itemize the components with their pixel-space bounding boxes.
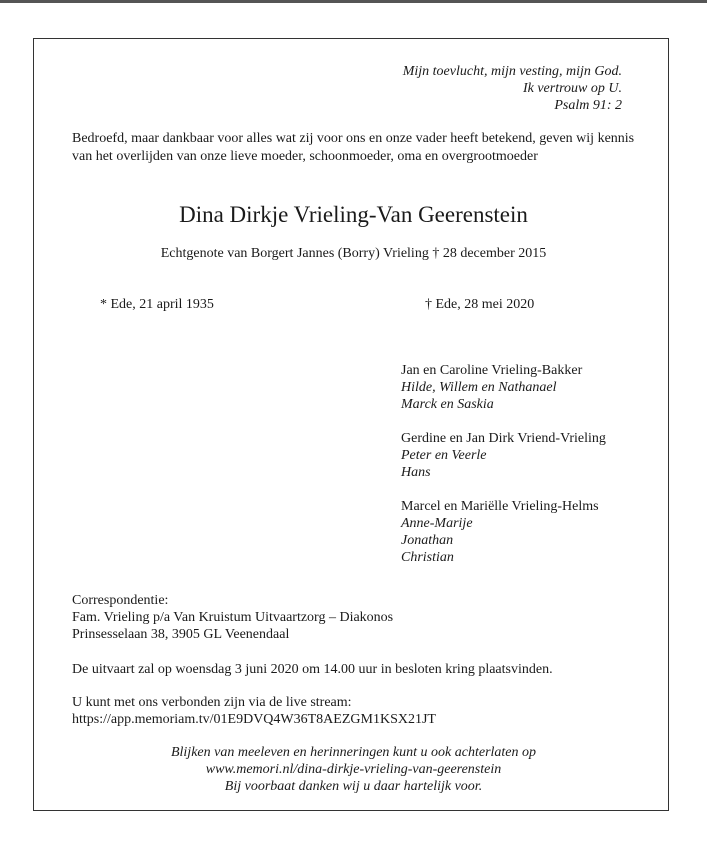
family-group <box>401 362 606 413</box>
correspondence-block <box>72 592 393 643</box>
bible-verse <box>403 63 622 114</box>
family-children: Jonathan <box>401 533 454 548</box>
correspondence-label: Correspondentie: <box>72 593 169 608</box>
live-stream-text: U kunt met ons verbonden zijn via de live stream: <box>72 695 352 710</box>
family-children: Marck en Saskia <box>401 397 494 412</box>
family-children: Hilde, Willem en Nathanael <box>401 380 557 395</box>
family-parents: Jan en Caroline Vrieling-Bakker <box>401 363 583 378</box>
family-group <box>401 430 606 481</box>
family-parents: Marcel en Mariëlle Vrieling-Helms <box>401 499 599 514</box>
verse-line-1: Mijn toevlucht, mijn vesting, mijn God. <box>402 64 622 79</box>
footer-line-1: Blijken van meeleven en herinneringen kunt u ook achterlaten op <box>170 745 537 760</box>
scan-edge-line <box>0 0 707 3</box>
footer-url: www.memori.nl/dina-dirkje-vrieling-van-geerenstein <box>205 762 502 777</box>
spouse-line: Echtgenote van Borgert Jannes (Borry) Vrieling † 28 december 2015 <box>160 246 547 261</box>
family-children: Anne-Marije <box>401 516 473 531</box>
family-children: Hans <box>401 465 431 480</box>
correspondence-address: Prinsesselaan 38, 3905 GL Veenendaal <box>72 627 290 642</box>
family-children: Peter en Veerle <box>401 448 487 463</box>
birth-info: * Ede, 21 april 1935 <box>100 297 214 312</box>
verse-reference: Psalm 91: 2 <box>554 98 622 113</box>
death-info: † Ede, 28 mei 2020 <box>425 297 535 312</box>
deceased-name: Dina Dirkje Vrieling-Van Geerenstein <box>179 202 528 227</box>
family-list <box>401 362 606 583</box>
funeral-info: De uitvaart zal op woensdag 3 juni 2020 om 14.00 uur in besloten kring plaatsvinden. <box>72 662 553 677</box>
family-children: Christian <box>401 550 454 565</box>
verse-line-2: Ik vertrouw op U. <box>522 81 622 96</box>
live-stream-block <box>72 694 436 728</box>
family-parents: Gerdine en Jan Dirk Vriend-Vrieling <box>401 431 606 446</box>
footer-block <box>0 744 707 795</box>
family-group <box>401 498 606 566</box>
footer-thanks: Bij voorbaat danken wij u daar hartelijk voor. <box>224 779 483 794</box>
correspondence-name: Fam. Vrieling p/a Van Kruistum Uitvaartzorg – Diakonos <box>72 610 394 625</box>
intro-text: Bedroefd, maar dankbaar voor alles wat zij voor ons en onze vader heeft betekend, geven wij kennis van het overlijden van onze lieve moeder, schoonmoeder, oma en overgrootmoeder <box>72 131 635 164</box>
live-stream-url: https://app.memoriam.tv/01E9DVQ4W36T8AEZGM1KSX21JT <box>72 712 436 727</box>
